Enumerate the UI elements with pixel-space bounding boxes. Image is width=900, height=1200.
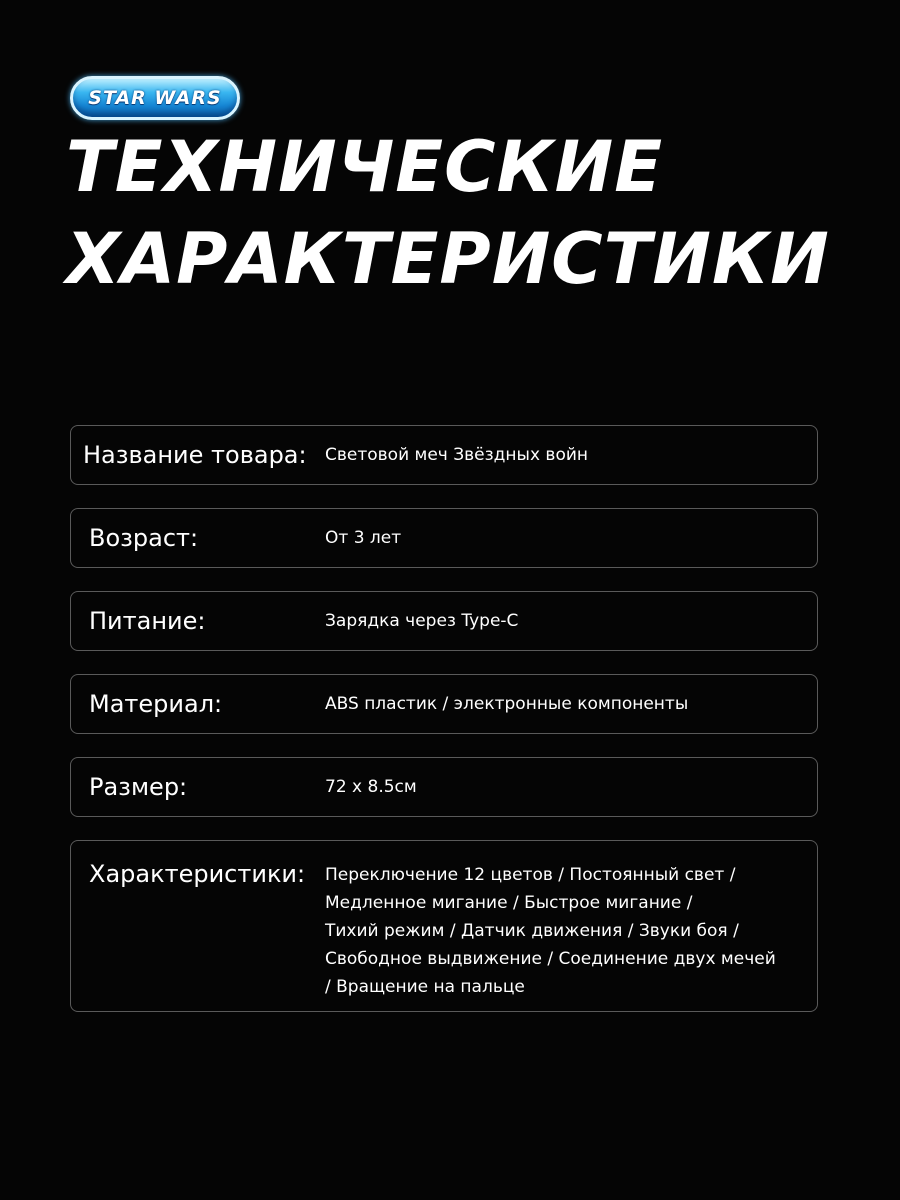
spec-value: ABS пластик / электронные компоненты bbox=[325, 694, 689, 714]
spec-label: Возраст: bbox=[89, 524, 199, 552]
spec-label: Название товара: bbox=[83, 441, 307, 469]
spec-row-features bbox=[70, 840, 818, 1012]
page-title-line-2: ХАРАКТЕРИСТИКИ bbox=[66, 218, 830, 300]
feature-line: / Вращение на пальце bbox=[325, 977, 525, 997]
spec-value: От 3 лет bbox=[325, 528, 402, 548]
spec-label: Характеристики: bbox=[89, 860, 306, 888]
spec-label: Материал: bbox=[89, 690, 223, 718]
page-title-line-1: ТЕХНИЧЕСКИЕ bbox=[66, 126, 664, 208]
spec-row-size bbox=[70, 757, 818, 817]
spec-value-features bbox=[325, 861, 815, 1001]
feature-line: Медленное мигание / Быстрое мигание / bbox=[325, 893, 693, 913]
spec-row-material bbox=[70, 674, 818, 734]
spec-label: Размер: bbox=[89, 773, 188, 801]
spec-row-power bbox=[70, 591, 818, 651]
feature-line: Тихий режим / Датчик движения / Звуки боя / bbox=[325, 921, 739, 941]
star-wars-logo bbox=[70, 76, 240, 120]
feature-line: Переключение 12 цветов / Постоянный свет / bbox=[325, 865, 736, 885]
spec-row-age bbox=[70, 508, 818, 568]
logo-text: STAR WARS bbox=[88, 87, 222, 109]
spec-value: Световой меч Звёздных войн bbox=[325, 445, 589, 465]
spec-row-product-name bbox=[70, 425, 818, 485]
spec-value: Зарядка через Type-C bbox=[325, 611, 519, 631]
feature-line: Свободное выдвижение / Соединение двух мечей bbox=[325, 949, 776, 969]
spec-label: Питание: bbox=[89, 607, 206, 635]
spec-value: 72 x 8.5см bbox=[325, 777, 417, 797]
